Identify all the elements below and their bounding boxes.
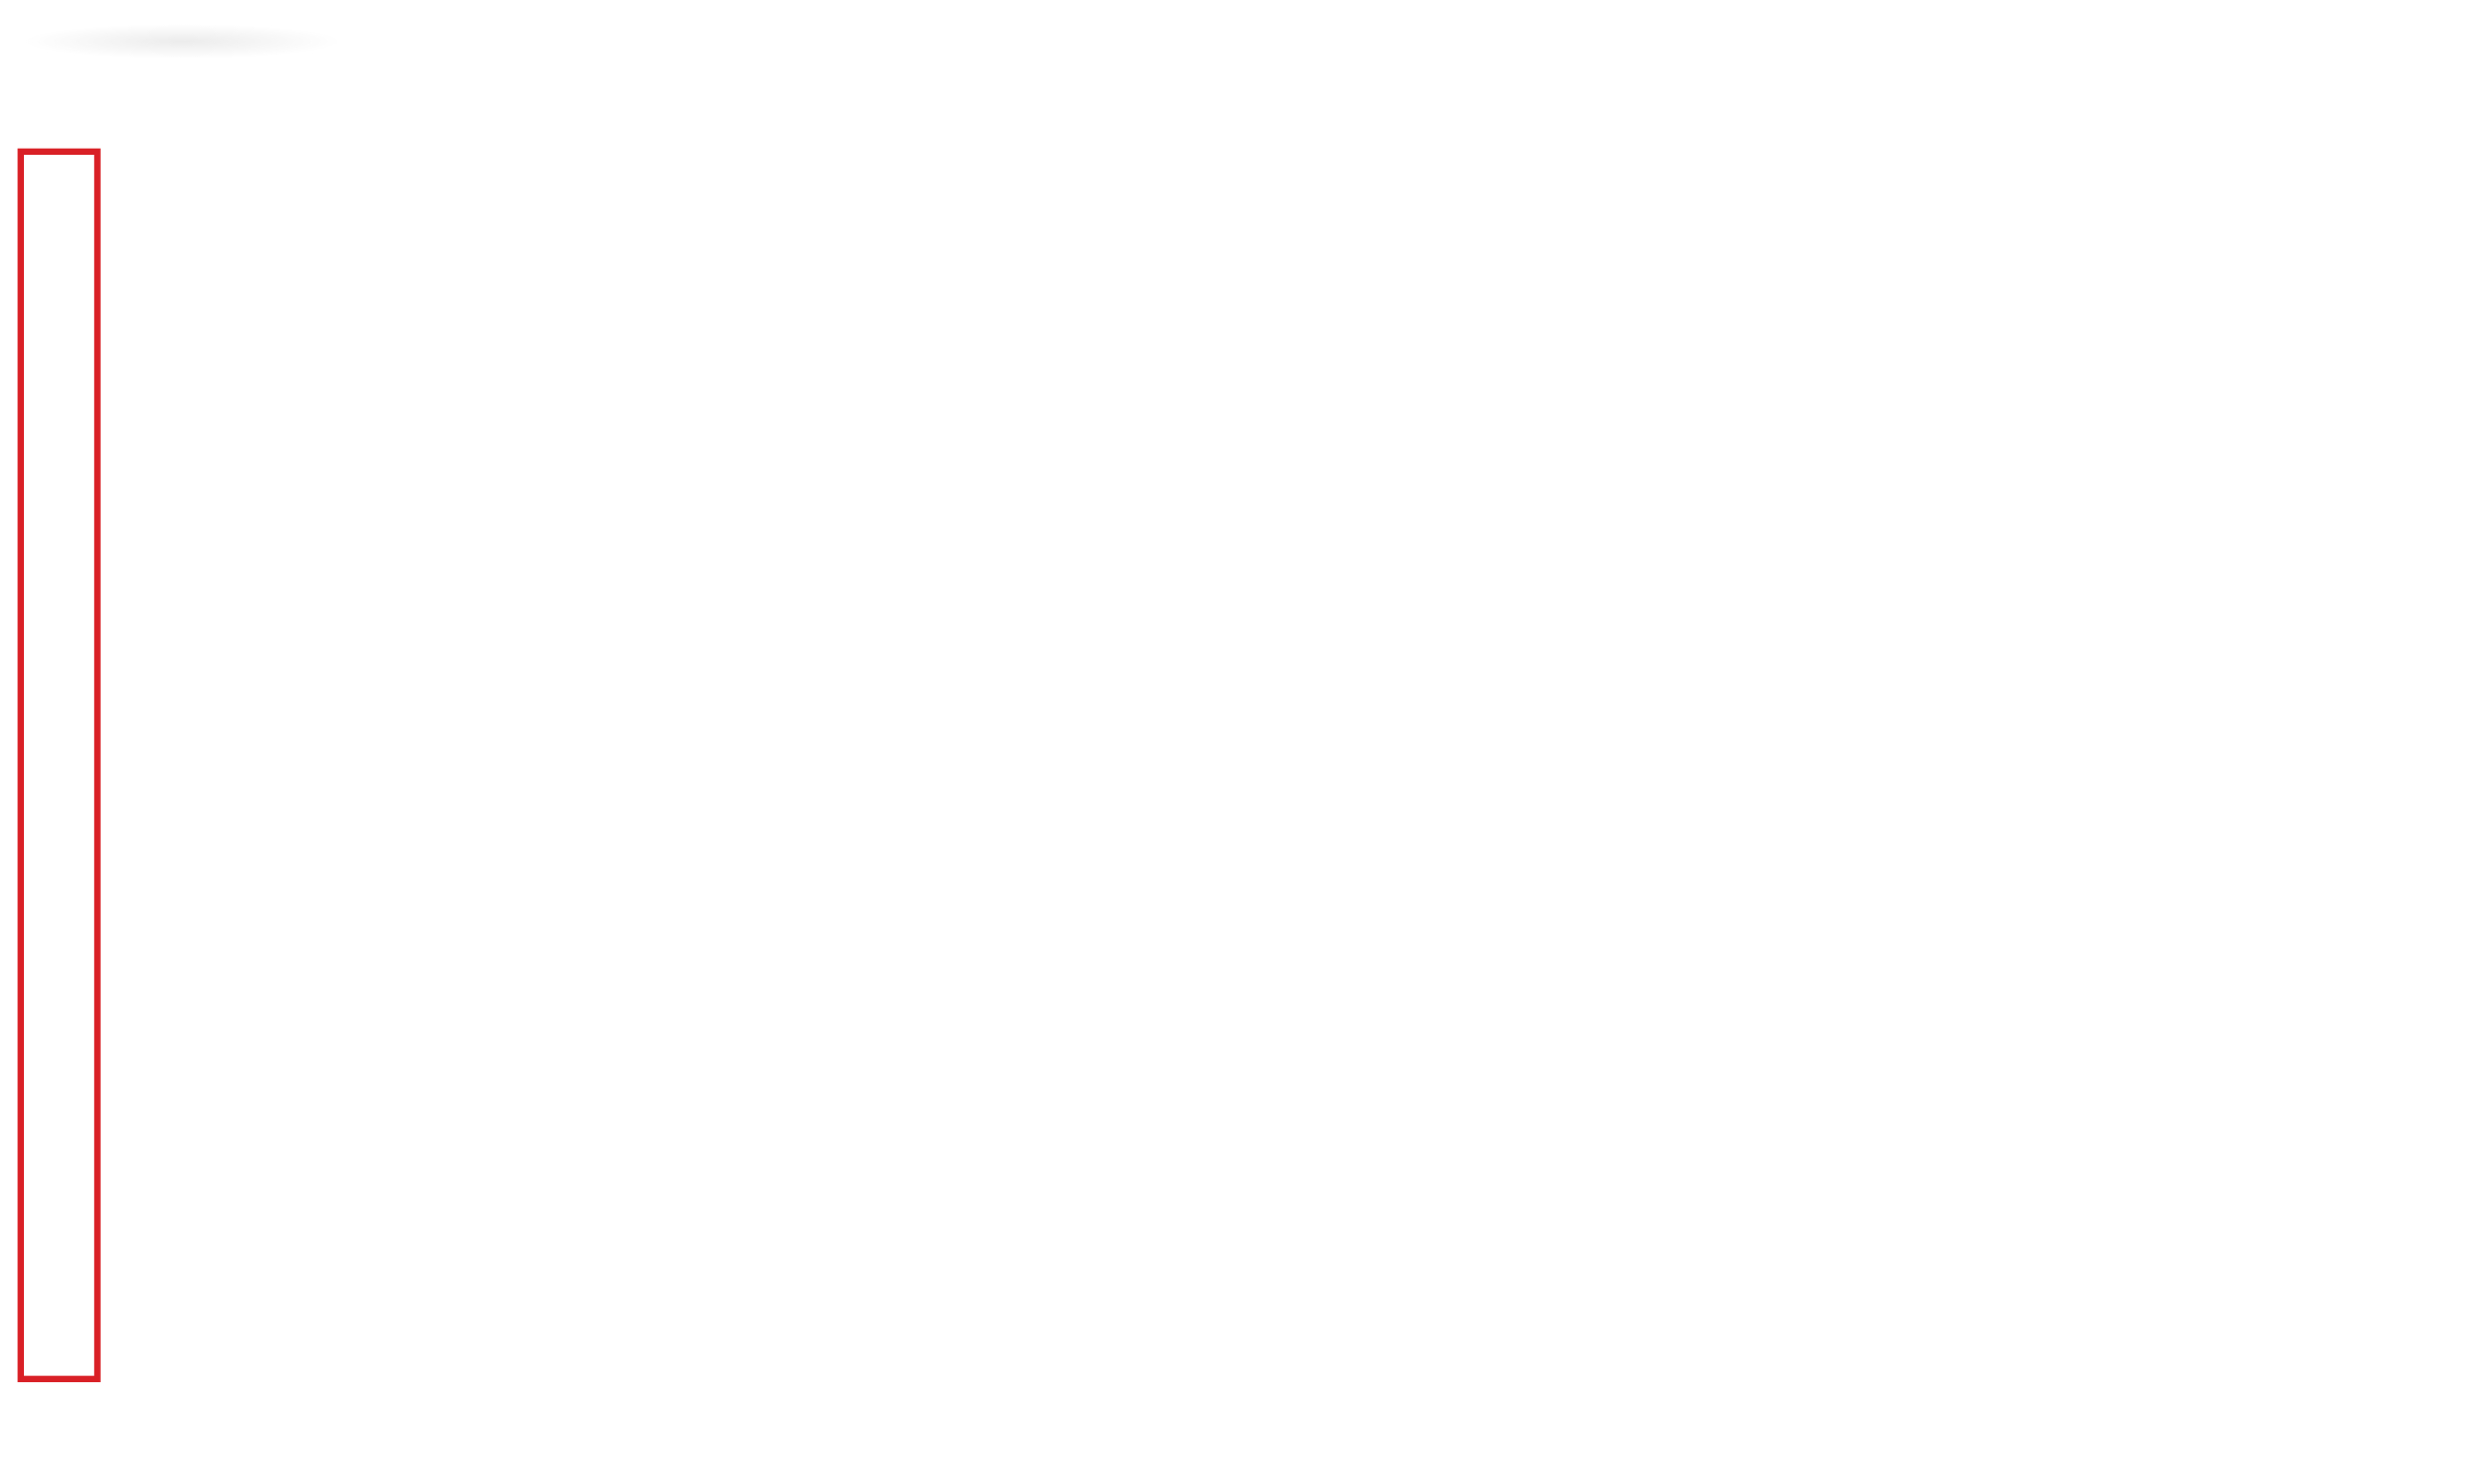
redacted-text: [22, 24, 342, 59]
checkbox-column-highlight: [18, 149, 101, 1382]
question-text: [16, 16, 2442, 62]
